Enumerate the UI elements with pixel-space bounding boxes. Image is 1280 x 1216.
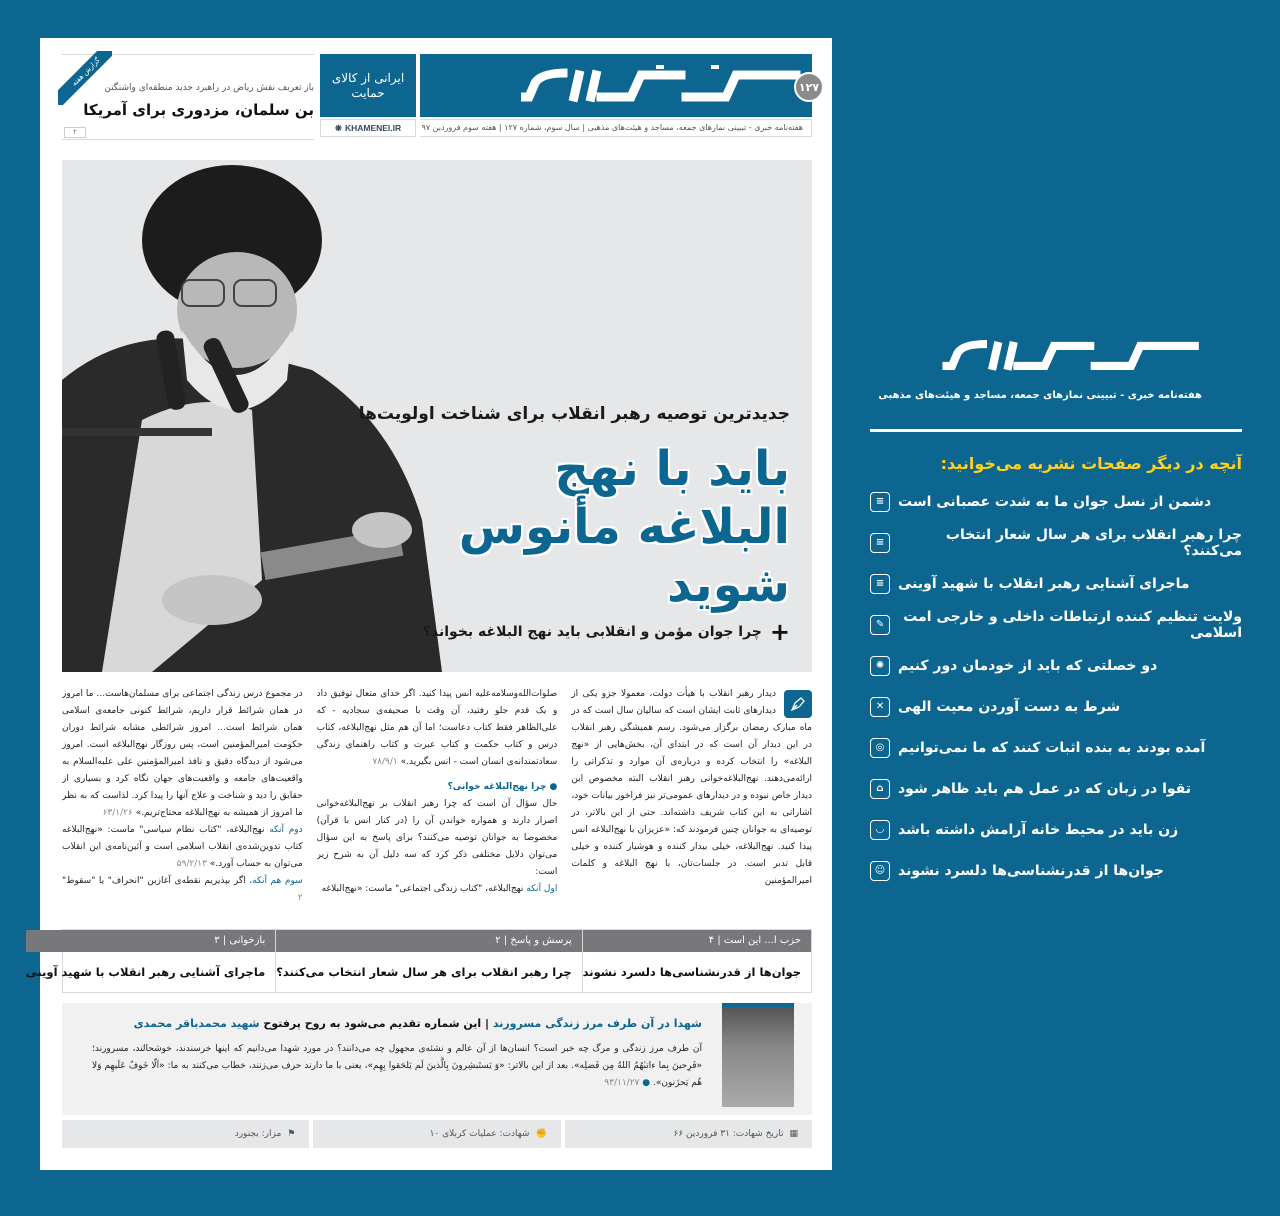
issue-number-badge: ۱۲۷ (794, 72, 824, 102)
teaser-title: جوان‌ها از قدرنشناسی‌ها دلسرد نشوند (582, 965, 801, 979)
sidebar-tagline: هفته‌نامه خبری - تبیینی نمازهای جمعه، مساجد و هیئت‌های مذهبی (878, 390, 1202, 401)
hero-section[interactable] (62, 160, 812, 672)
martyr-info-bar (62, 1120, 812, 1148)
martyrdom-operation: ✊ شهادت: عملیات کربلای ۱۰ (313, 1120, 560, 1148)
martyr-burial-place: ⚑ مزار: بجنورد (62, 1120, 309, 1148)
section-subheading: ● چرا نهج‌البلاغه خوانی؟ (447, 782, 558, 792)
fist-icon: ✊ (535, 1129, 547, 1139)
newspaper-icon: ≡ (870, 492, 890, 512)
list-item[interactable]: ☺ جوان‌ها از قدرنشناسی‌ها دلسرد نشوند (870, 850, 1242, 891)
masthead-subtitle: هفته‌نامه خبری - تبیینی نمازهای جمعه، مساجد و هیئت‌های مذهبی | سال سوم، شماره ۱۲۷ | هفته سوم فروردین ۹۷ (420, 119, 812, 137)
article-columns (62, 686, 812, 920)
teaser-section: بازخوانی | ۳ (26, 930, 275, 952)
teaser-title: چرا رهبر انقلاب برای هر سال شعار انتخاب می‌کنند؟ (276, 965, 572, 979)
khamenei-site-logo[interactable]: ❋ KHAMENEI.IR (320, 119, 416, 137)
martyr-quote: آن طرف مرز زندگی و مرگ چه خبر است؟ انسان‌ها از آن عالم و نشئه‌ی مجهول چه می‌دانند؟ در مورد شهدا می‌دانیم که اینها خرسندند، خوشحالند، مسرورند؛ «فَرِحینَ بِما ءاتىٰهُمُ اللهُ مِن فَضلِه». بعد از این بالاتر: «وَ یَستَبشِرونَ بِالَّذینَ لَم یَلحَقوا بِهِم»، یعنی با ما دارند حرف می‌زنند، خطاب می‌کنند به ما: «اَلّا خَوفٌ عَلَیهِم وَلا هُم یَحزَنون». ● ۹۳/۱۱/۲۷ (92, 1044, 702, 1088)
article-column-1: دیدار رهبر انقلاب با هیأت دولت، معمولا جزو یکی از دیدارهای ثابت ایشان است که سالیان سال است که در ماه مبارک رمضان برگزار می‌شود. رسم همیشگی رهبر انقلاب در این دیدار آن است که در ابتدای آن، بخش‌هایی از «نهج البلاغه» را انتخاب کرده و درباره‌ی آن موارد و تذکراتی را ارائه‌می‌دهند. نهج‌البلاغه‌خوانی رهبر انقلاب البته مخصوص این دیدار خاص نبوده و در دیدارهای عمومی‌تر نیز فراخور بیانات خود، اشاراتی به این کتاب شریف داشته‌اند. حتی از این بالاتر، در توصیه‌ای به جوانان چنین فرمودند که: «عزیزان با نهج‌البلاغه انس پیدا کنید. نهج‌البلاغه، خیلی بیدار کننده و هوشیار کننده و خیلی قابل تدبر است. در جلسات‌تان، با نهج البلاغه و کلمات امیرالمؤمنین (571, 689, 812, 886)
book-stand-icon: ✕ (870, 697, 890, 717)
teaser-item[interactable] (26, 930, 275, 992)
teaser-title: ماجرای آشنایی رهبر انقلاب با شهید آوینی (25, 965, 266, 979)
martyr-dedication (62, 1003, 812, 1115)
list-item[interactable]: ✺ دو خصلتی که باید از خودمان دور کنیم (870, 645, 1242, 686)
teaser-item[interactable] (582, 930, 811, 992)
list-item[interactable]: ✎ ولایت تنظیم کننده ارتباطات داخلی و خارجی امت اسلامی (870, 604, 1242, 645)
martyr-photo (722, 1003, 794, 1107)
newspaper-icon: ≡ (870, 533, 890, 553)
masthead (331, 54, 820, 140)
report-title[interactable]: بن سلمان، مزدوری برای آمریکا (83, 101, 314, 119)
sidebar-logo (870, 330, 1242, 380)
hero-kicker: جدیدترین توصیه رهبر انقلاب برای شناخت اولویت‌ها (358, 404, 790, 424)
martyrdom-date: ▦ تاریخ شهادت: ۳۱ فروردین ۶۶ (565, 1120, 812, 1148)
weekly-report-box[interactable] (62, 54, 314, 140)
masthead-logo (516, 60, 806, 110)
report-ribbon: گزارش هفته (58, 51, 112, 105)
camera-icon: ◎ (870, 738, 890, 758)
page-reference: ۲ (64, 127, 86, 138)
teaser-strip (25, 929, 812, 993)
teaser-item[interactable] (275, 930, 581, 992)
hero-headline[interactable]: باید با نهج البلاغه مأنوس شوید (458, 441, 790, 613)
article-column-3: در مجموع درس زندگی اجتماعی برای مسلمان‌هاست... ما امروز در همان شرائط قرار داریم، شرائط کنونی جامعه‌ی اسلامی همان شرائط است... امروز شرائطی مشابه شرائط دوران حکومت امیرالمؤمنین است، پس روزگار نهج‌البلاغه است. امروز می‌شود از دیدگاه دقیق و نافذ امیرالمؤمنین علی علیه‌السلام به واقعیت‌های جامعه و واقعیت‌های جهان نگاه کرد و بسیاری از حقایق را دید و شناخت و علاج آنها را پیدا کرد. لذاست که به نظر ما امروز از همیشه به نهج‌البلاغه محتاج‌تریم.» ۶۳/۱/۲۶ دوم آنکه نهج‌البلاغه، "کتاب نظام سیاسی" ماست: «نهج‌البلاغه کتاب تدوین‌شده‌ی انقلاب اسلامی است و آئین‌نامه‌ی این انقلاب می‌توان به حساب آورد.» ۵۹/۲/۱۳ سوم هم آنکه، اگر بپذیریم نقطه‌ی آغازین "انحراف" یا "سقوط" ۲ (61, 689, 303, 903)
mosque-icon: ⌂ (870, 779, 890, 799)
pen-icon (784, 690, 812, 718)
newspaper-front-page (25, 38, 832, 1170)
emblem-icon: ❋ (334, 122, 342, 133)
martyr-heading: شهدا در آن طرف مرز زندگی مسرورند | این شماره تقدیم می‌شود به روح پرفتوح شهید محمدباقر محمدی (133, 1017, 702, 1030)
ornament-icon: ✺ (870, 656, 890, 676)
list-item[interactable]: ≡ چرا رهبر انقلاب برای هر سال شعار انتخاب می‌کنند؟ (870, 522, 1242, 563)
calendar-icon: ▦ (789, 1129, 798, 1139)
flag-icon: ⚑ (287, 1129, 296, 1139)
article-column-2: صلوات‌الله‌وسلامه‌علیه انس پیدا کنید. اگر خدای متعال توفیق داد و یک قدم جلو رفتید، آن وقت با صحیفه‌ی سجادیه - که علی‌الظاهر فقط کتاب دعاست؛ اما آن هم مثل نهج‌البلاغه، کتاب درس و کتاب حکمت و کتاب عبرت و کتاب راهنمای زندگی سعادتمندانه‌ی انسان است - انس بگیرید.» ۷۸/۹/۱ ● چرا نهج‌البلاغه خوانی؟ حال سؤال آن است که چرا رهبر انقلاب بر نهج‌البلاغه‌خوانی اصرار دارند و همواره خواندن آن را (در کنار انس با قرآن) مخصوصا به جوانان توصیه می‌کنند؟ برای پاسخ به این سؤال می‌توان دلایل مختلفی ذکر کرد که سه دلیل آن به شرح زیر است: اول آنکه نهج‌البلاغه، "کتاب زندگی اجتماعی" ماست: «نهج‌البلاغه (316, 689, 558, 894)
support-iranian-goods-calligraphy: ایرانی از کالای حمایت (320, 54, 416, 117)
list-item[interactable]: ◎ آمده بودند به بنده اثبات کنند که ما نمی‌توانیم (870, 727, 1242, 768)
teaser-section: حزب ا... این است | ۴ (583, 930, 811, 952)
newspaper-icon: ≡ (870, 574, 890, 594)
stroller-icon: ◡ (870, 820, 890, 840)
inside-pages-list (870, 481, 1242, 891)
youth-icon: ☺ (870, 861, 890, 881)
hero-subhead[interactable]: + چرا جوان مؤمن و انقلابی باید نهج البلاغه بخواند؟ (422, 618, 790, 646)
list-item[interactable]: ◡ زن باید در محیط خانه آرامش داشته باشد (870, 809, 1242, 850)
list-item[interactable]: ✕ شرط به دست آوردن معیت الهی (870, 686, 1242, 727)
teaser-section: پرسش و پاسخ | ۲ (276, 930, 581, 952)
list-item[interactable]: ≡ ماجرای آشنایی رهبر انقلاب با شهید آوینی (870, 563, 1242, 604)
divider (870, 429, 1242, 432)
list-item[interactable]: ≡ دشمن از نسل جوان ما به شدت عصبانی است (870, 481, 1242, 522)
logo-calligraphy-icon (942, 335, 1202, 375)
report-kicker: باز تعریف نقش ریاض در راهبرد جدید منطقه‌ای واشنگتن (104, 83, 314, 93)
sidebar (870, 330, 1242, 891)
quill-icon: ✎ (870, 615, 890, 635)
sidebar-heading: آنچه در دیگر صفحات نشریه می‌خوانید: (940, 454, 1242, 473)
list-item[interactable]: ⌂ تقوا در زبان که در عمل هم باید ظاهر شود (870, 768, 1242, 809)
continue-page-ref[interactable]: ۲ (297, 893, 303, 903)
logo-calligraphy-icon (521, 63, 801, 107)
plus-icon: + (769, 618, 790, 646)
